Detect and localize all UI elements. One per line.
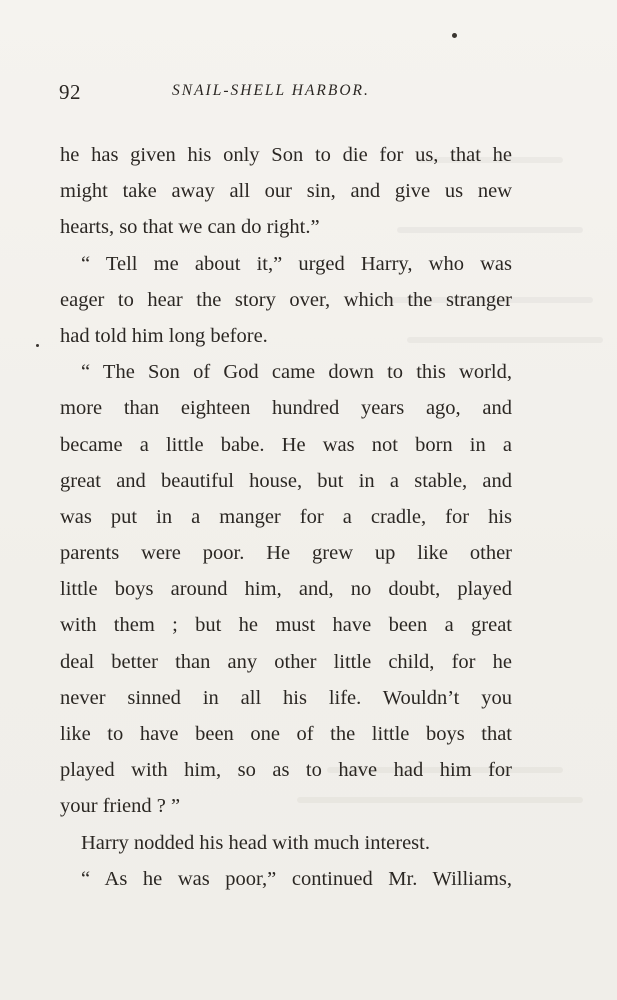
page-number: 92: [59, 80, 81, 104]
text-line: never sinned in all his life. Wouldn’t you: [60, 686, 512, 709]
text-line: had told him long before.: [60, 324, 268, 347]
ink-speck: [36, 344, 39, 347]
body-text: [60, 137, 512, 897]
text-line: your friend ? ”: [60, 795, 181, 818]
page-header: [59, 80, 519, 110]
text-line: “ Tell me about it,” urged Harry, who was: [81, 252, 512, 275]
text-line: great and beautiful house, but in a stable, and: [60, 469, 512, 492]
text-line: like to have been one of the little boys that: [60, 723, 512, 745]
text-line: “ The Son of God came down to this world,: [81, 361, 512, 384]
text-line: with them ; but he must have been a great: [60, 614, 512, 637]
text-line: he has given his only Son to die for us, that he: [60, 144, 512, 166]
text-line: eager to hear the story over, which the stranger: [60, 288, 512, 311]
ink-speck: [452, 33, 457, 38]
text-line: parents were poor. He grew up like other: [60, 542, 512, 565]
text-line: might take away all our sin, and give us new: [60, 180, 512, 203]
text-line: Harry nodded his head with much interest.: [81, 831, 430, 854]
text-line: deal better than any other little child, for he: [60, 650, 512, 673]
text-line: hearts, so that we can do right.”: [60, 216, 320, 239]
text-line: “ As he was poor,” continued Mr. Williams,: [81, 867, 512, 890]
text-line: played with him, so as to have had him for: [60, 759, 512, 782]
running-title: SNAIL-SHELL HARBOR.: [172, 82, 370, 99]
text-line: little boys around him, and, no doubt, played: [60, 578, 512, 601]
text-line: was put in a manger for a cradle, for his: [60, 505, 512, 528]
text-line: became a little babe. He was not born in a: [60, 433, 512, 456]
text-line: more than eighteen hundred years ago, and: [60, 397, 512, 420]
